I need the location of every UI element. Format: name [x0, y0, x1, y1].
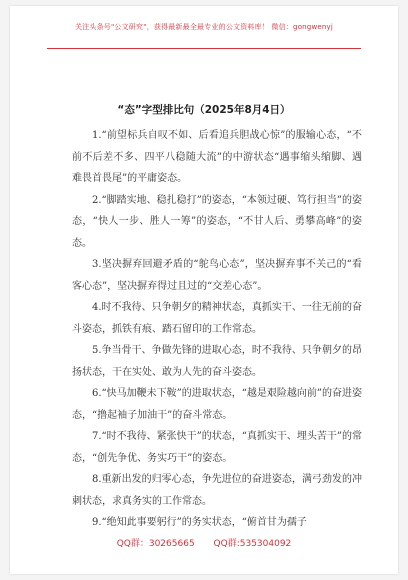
- page-header-note: 关注头条号"公文研究"，获得最新最全最专业的公文资料库！ 微信：gongwenyj: [74, 23, 334, 31]
- footer-qq-group-2: QQ群:535304092: [213, 539, 292, 549]
- paragraph-8: 8.重新出发的归零心态，争先进位的奋进姿态，满弓劲发的冲刺状态，求真务实的工作常态。: [72, 474, 362, 507]
- paragraph-9: 9.“绝知此事要躬行”的务实状态，“俯首甘为孺子: [92, 517, 307, 528]
- page-footer: [10, 536, 398, 549]
- document-title: “态”字型排比句（2025年8月4日）: [117, 104, 291, 116]
- document-page: [10, 6, 398, 574]
- document-body: [72, 125, 362, 534]
- paragraph-3: 3.坚决摒弃回避矛盾的“鸵鸟心态”，坚决摒弃事不关己的“看客心态”，坚决摒弃得过且过的“交差心态”。: [72, 259, 362, 292]
- paragraph-5: 5.争当骨干、争做先锋的进取心态，时不我待、只争朝夕的昂扬状态，干在实处、敢为人先的奋斗姿态。: [72, 345, 362, 378]
- paragraph-7: 7.“时不我待、紧张快干”的状态，“真抓实干、埋头苦干”的常态，“创先争优、务实巧干”的姿态。: [72, 431, 362, 464]
- paragraph-2: 2.“脚踏实地、稳扎稳打”的姿态，“本领过硬、笃行担当”的姿态，“快人一步、胜人一筹”的姿态，“不甘人后、勇攀高峰”的姿态。: [72, 194, 362, 249]
- paragraph-6: 6.“快马加鞭未下鞍”的进取状态，“越是艰险越向前”的奋进姿态，“撸起袖子加油干”的奋斗常态。: [72, 388, 362, 421]
- paragraph-4: 4.时不我待、只争朝夕的精神状态，真抓实干、一往无前的奋斗姿态，抓铁有痕、踏石留印的工作常态。: [72, 302, 362, 335]
- header-divider: [47, 48, 361, 49]
- footer-qq-group-1: QQ群：30265665: [116, 539, 195, 549]
- paragraph-1: 1.“前望标兵自叹不如、后看追兵胆战心惊”的服输心态，“不前不后差不多、四平八稳随大流”的中游状态“遇事缩头缩脚、遇难畏首畏尾”的平庸姿态。: [72, 130, 362, 184]
